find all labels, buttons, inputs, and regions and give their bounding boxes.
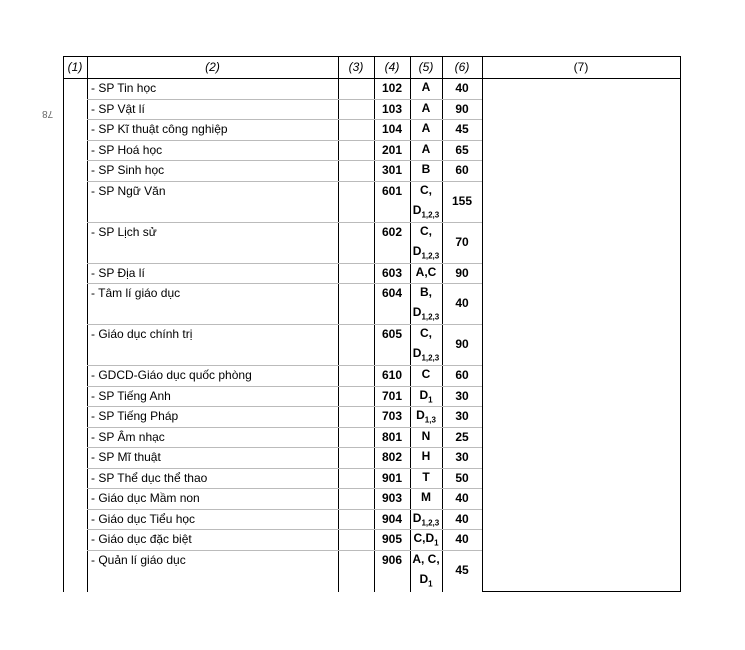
major-name: - SP Tiếng Anh (91, 388, 171, 403)
major-name: - SP Sinh học (91, 163, 165, 177)
exam-group-subscript: 1 (434, 538, 439, 548)
exam-group (410, 446, 442, 466)
major-code: 603 (381, 265, 403, 280)
exam-group-text: H (421, 449, 431, 463)
exam-group-text: B, (420, 285, 432, 299)
header-col-2: (2) (205, 60, 220, 74)
page-number: 78 (42, 108, 54, 119)
exam-group (410, 159, 442, 179)
table-row (63, 447, 482, 468)
table-row (63, 119, 482, 140)
exam-group-text: D (416, 408, 425, 422)
exam-group-text: A,C (415, 264, 437, 279)
quota: 40 (455, 532, 469, 546)
major-name: - Giáo dục đặc biệt (91, 532, 192, 546)
header-col-6: (6) (454, 60, 470, 74)
quota: 30 (455, 409, 469, 423)
table-row (63, 283, 482, 324)
exam-group-subscript: 1,2,3 (421, 312, 440, 322)
exam-group-text: D (419, 571, 429, 586)
exam-group-line-1 (410, 180, 442, 200)
major-code: 905 (381, 532, 403, 546)
major-code: 906 (381, 552, 403, 567)
admissions-table (63, 56, 681, 592)
exam-group-line-1 (410, 364, 442, 384)
quota: 40 (455, 491, 469, 505)
exam-group-text: C, (420, 182, 432, 197)
exam-group-text: M (421, 490, 431, 504)
exam-group-text: C, (420, 223, 432, 238)
exam-group-subscript: 1,3 (424, 415, 436, 425)
exam-group-text: A (421, 80, 431, 94)
exam-group-line-1 (410, 221, 442, 241)
quota: 45 (455, 122, 469, 136)
exam-group-text: N (421, 428, 431, 443)
major-name: - SP Thể dục thể thao (91, 470, 208, 485)
header-col-4: (4) (384, 60, 400, 74)
table-row (63, 488, 482, 509)
major-code: 301 (381, 163, 403, 177)
exam-group (410, 323, 442, 368)
major-name: - SP Tin học (91, 81, 157, 95)
exam-group (410, 487, 442, 507)
exam-group-line-1 (410, 262, 442, 282)
exam-group-line-1 (410, 139, 442, 159)
quota: 90 (455, 337, 469, 351)
exam-group-subscript: 1 (428, 578, 433, 588)
major-code: 903 (381, 491, 403, 505)
exam-group-subscript: 1,2,3 (421, 250, 440, 260)
exam-group-line-1 (410, 98, 442, 118)
major-name: - SP Âm nhạc (91, 429, 165, 444)
col-border (680, 56, 681, 592)
table-row (63, 406, 482, 427)
major-name: - Giáo dục Tiểu học (91, 511, 196, 526)
exam-group (410, 139, 442, 159)
table-row (63, 365, 482, 386)
table-row (63, 222, 482, 263)
major-code: 802 (381, 450, 403, 464)
header-col-5: (5) (418, 60, 434, 74)
exam-group-line-1 (410, 467, 442, 487)
exam-group-text: D (412, 510, 422, 525)
quota: 90 (455, 265, 469, 280)
exam-group-line-1 (410, 426, 442, 446)
exam-group-text: A, C, (412, 551, 440, 566)
exam-group-line-1 (410, 159, 442, 179)
major-code: 801 (381, 429, 403, 444)
exam-group-text: A (421, 141, 431, 156)
table-row (63, 529, 482, 550)
quota: 40 (455, 511, 469, 526)
quota: 90 (455, 101, 469, 116)
major-code: 102 (381, 81, 403, 95)
exam-group-text: D (419, 387, 429, 402)
major-name: - SP Vật lí (91, 101, 145, 116)
major-code: 601 (381, 183, 403, 198)
header-col-3: (3) (348, 60, 364, 74)
exam-group-text: A (421, 100, 431, 115)
exam-group-text: D (412, 346, 422, 360)
table-row (63, 550, 482, 591)
exam-group-line-1 (410, 77, 442, 97)
major-name: - SP Hoá học (91, 142, 163, 157)
exam-group-subscript: 1,2,3 (421, 353, 440, 363)
exam-group-line-2 (410, 569, 442, 594)
exam-group-text: C, (420, 326, 432, 340)
header-col-7: (7) (573, 60, 589, 74)
col7-bottom-border (482, 591, 681, 592)
exam-group (410, 118, 442, 138)
exam-group-text: T (422, 469, 430, 484)
major-code: 201 (381, 142, 403, 157)
major-code: 602 (381, 224, 403, 239)
exam-group-text: B (421, 162, 431, 176)
exam-group-subscript: 1,2,3 (421, 517, 440, 527)
major-code: 904 (381, 511, 403, 526)
major-name: - Giáo dục chính trị (91, 327, 193, 341)
exam-group-line-1 (410, 487, 442, 507)
table-row (63, 263, 482, 284)
major-name: - Giáo dục Mầm non (91, 491, 200, 505)
exam-group-line-1 (410, 118, 442, 138)
col-border (482, 56, 483, 592)
major-name: - SP Ngữ Văn (91, 183, 166, 198)
quota: 50 (455, 470, 469, 485)
table-row (63, 78, 482, 99)
table-row (63, 160, 482, 181)
table-row (63, 427, 482, 448)
major-name: - SP Địa lí (91, 265, 145, 280)
exam-group-line-1 (410, 446, 442, 466)
exam-group-subscript: 1,2,3 (421, 209, 440, 219)
exam-group (410, 467, 442, 487)
table-row (63, 140, 482, 161)
quota: 40 (455, 296, 469, 310)
exam-group-text: C (421, 367, 431, 381)
exam-group (410, 364, 442, 384)
table-row (63, 509, 482, 530)
table-row (63, 386, 482, 407)
exam-group (410, 221, 442, 266)
major-code: 703 (381, 409, 403, 423)
exam-group-text: D (412, 243, 422, 258)
major-code: 103 (381, 101, 403, 116)
exam-group-line-1 (410, 323, 442, 343)
exam-group-line-1 (410, 549, 442, 569)
quota: 45 (455, 562, 469, 577)
major-name: - SP Tiếng Pháp (91, 409, 179, 423)
quota: 30 (455, 388, 469, 403)
header-col-1: (1) (67, 60, 83, 74)
major-code: 901 (381, 470, 403, 485)
quota: 155 (451, 193, 473, 208)
exam-group-subscript: 1 (428, 394, 433, 404)
exam-group (410, 282, 442, 327)
major-code: 104 (381, 122, 403, 136)
exam-group (410, 262, 442, 282)
exam-group (410, 77, 442, 97)
table-row (63, 324, 482, 365)
exam-group (410, 98, 442, 118)
exam-group-text: D (412, 305, 422, 319)
major-code: 605 (381, 327, 403, 341)
exam-group-line-1 (410, 282, 442, 302)
exam-group (410, 180, 442, 225)
major-name: - Tâm lí giáo dục (91, 286, 181, 300)
quota: 25 (455, 429, 469, 444)
table-row (63, 181, 482, 222)
quota: 60 (455, 368, 469, 382)
major-name: - SP Mĩ thuật (91, 450, 161, 464)
table-row (63, 99, 482, 120)
exam-group-text: C,D (413, 531, 435, 545)
major-code: 610 (381, 368, 403, 382)
quota: 30 (455, 450, 469, 464)
quota: 65 (455, 142, 469, 157)
exam-group-text: D (412, 202, 422, 217)
exam-group (410, 426, 442, 446)
major-name: - SP Kĩ thuật công nghiệp (91, 122, 228, 136)
major-name: - GDCD-Giáo dục quốc phòng (91, 368, 252, 382)
exam-group (410, 549, 442, 594)
major-code: 604 (381, 286, 403, 300)
quota: 70 (455, 234, 469, 249)
table-row (63, 468, 482, 489)
quota: 60 (455, 163, 469, 177)
major-code: 701 (381, 388, 403, 403)
quota: 40 (455, 81, 469, 95)
exam-group-text: A (421, 121, 431, 135)
major-name: - Quản lí giáo dục (91, 552, 186, 567)
major-name: - SP Lịch sử (91, 224, 157, 239)
